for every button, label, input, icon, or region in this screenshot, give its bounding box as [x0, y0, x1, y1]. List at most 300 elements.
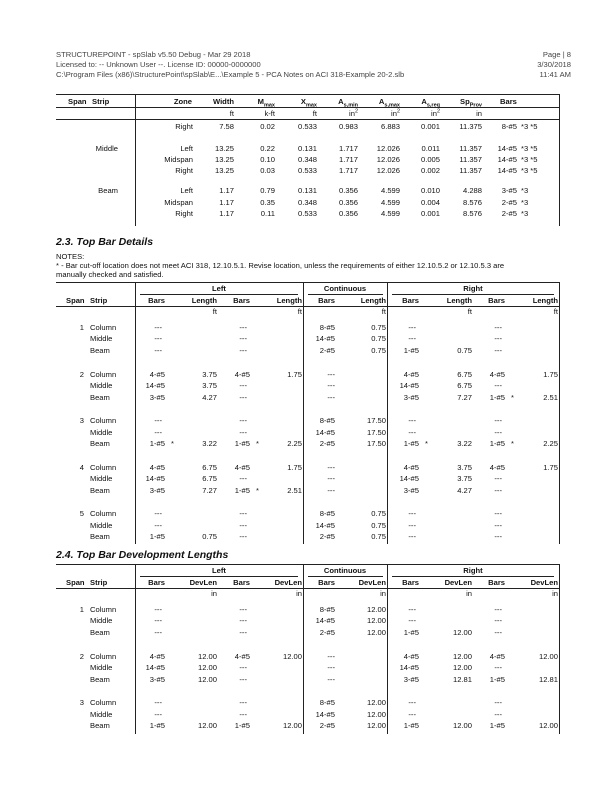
strip-name: Column [90, 509, 117, 518]
table-cell: Midspan [164, 155, 193, 164]
table-cell: 12.00 [538, 652, 558, 661]
table-cell: 0.79 [260, 186, 275, 195]
table-cell: 1-#5 [403, 628, 419, 637]
table-cell: 1.717 [338, 144, 358, 153]
table-cell: 1.717 [338, 166, 358, 175]
strip-name: Beam [90, 532, 110, 541]
table-cell: 1-#5 [489, 675, 505, 684]
col-header: Strip [90, 578, 108, 587]
table-cell: 0.03 [260, 166, 275, 175]
table-cell: 3.22 [457, 439, 472, 448]
table-cell: 3.75 [202, 370, 217, 379]
col-header: Span [66, 296, 85, 305]
table-cell: --- [494, 428, 502, 437]
col-header: Span [66, 578, 85, 587]
table-cell: 12.00 [197, 675, 217, 684]
table-cell: 12.00 [366, 710, 386, 719]
divider [135, 282, 136, 544]
unit-label: in [466, 589, 472, 598]
table-cell: --- [327, 474, 335, 483]
table-cell: 7.27 [202, 486, 217, 495]
cutoff-warning-marker: * [256, 439, 259, 448]
table-cell: 3-#5 [501, 186, 517, 195]
table-cell: --- [408, 710, 416, 719]
table-cell: 12.00 [366, 605, 386, 614]
divider [387, 564, 388, 734]
table-cell: 14-#5 [315, 428, 335, 437]
table-cell: 11.375 [459, 122, 482, 131]
table-cell: 14-#5 [145, 663, 165, 672]
table-cell: 4-#5 [403, 463, 419, 472]
table-cell: 0.356 [338, 186, 358, 195]
col-header: Bars [148, 296, 165, 305]
table-cell: 12.00 [197, 663, 217, 672]
table-cell: 1.75 [543, 463, 558, 472]
table-cell: 13.25 [214, 166, 234, 175]
table-cell: Right [175, 166, 193, 175]
table-cell: 12.00 [452, 652, 472, 661]
divider [56, 282, 559, 283]
table-cell: 4-#5 [489, 370, 505, 379]
group-continuous: Continuous [323, 284, 367, 293]
table-cell: --- [408, 616, 416, 625]
table-cell: --- [494, 323, 502, 332]
table-cell: --- [239, 663, 247, 672]
table-cell: --- [494, 509, 502, 518]
table-cell: --- [494, 416, 502, 425]
col-header-9: $Sp_{Prov}$ [460, 97, 482, 109]
table-cell: 8.576 [462, 198, 482, 207]
table-cell: 0.356 [338, 198, 358, 207]
col-header-strip: Strip [92, 97, 110, 106]
table-cell: *3 *5 [521, 166, 538, 175]
strip-name: Beam [90, 675, 110, 684]
divider [140, 576, 298, 577]
table-cell: --- [494, 474, 502, 483]
table-cell: 1-#5 [234, 439, 250, 448]
table-cell: 0.131 [297, 144, 317, 153]
table-cell: 11.357 [459, 144, 482, 153]
cutoff-warning-marker: * [511, 439, 514, 448]
table-cell: 4.599 [380, 198, 400, 207]
table-cell: Beam [98, 186, 118, 195]
col-header: Length [360, 296, 386, 305]
table-cell: 6.75 [202, 474, 217, 483]
table-cell: 3-#5 [149, 675, 165, 684]
table-cell: 0.75 [457, 346, 472, 355]
table-cell: 12.00 [538, 721, 558, 730]
table-cell: --- [239, 323, 247, 332]
table-cell: 1-#5 [403, 346, 419, 355]
table-cell: 14-#5 [497, 166, 517, 175]
table-cell: 1-#5 [489, 439, 505, 448]
table-cell: 0.10 [260, 155, 275, 164]
col-header: Bars [233, 296, 250, 305]
divider [387, 282, 388, 544]
unit-label: ft [212, 307, 217, 316]
cutoff-warning-marker: * [256, 486, 259, 495]
table-cell: --- [239, 381, 247, 390]
col-header: Bars [233, 578, 250, 587]
table-cell: 0.533 [297, 209, 317, 218]
table-cell: 0.75 [371, 334, 386, 343]
table-cell: --- [494, 334, 502, 343]
table-cell: --- [408, 509, 416, 518]
table-cell: 1-#5 [149, 532, 165, 541]
table-cell: 8-#5 [501, 122, 517, 131]
section-2-3-title: 2.3. Top Bar Details [56, 236, 154, 248]
table-cell: 12.026 [376, 166, 400, 175]
table-cell: 8-#5 [319, 416, 335, 425]
table-cell: 3.75 [457, 463, 472, 472]
table-cell: 4-#5 [489, 652, 505, 661]
table-cell: *3 *5 [521, 144, 538, 153]
strip-name: Middle [90, 474, 113, 483]
strip-name: Column [90, 463, 117, 472]
table-cell: 11.357 [459, 155, 482, 164]
table-cell: 0.533 [297, 122, 317, 131]
table-cell: --- [408, 428, 416, 437]
header-line-1: STRUCTUREPOINT - spSlab v5.50 Debug - Mar 29 2018 [56, 50, 251, 59]
page-number: Page | 8 [542, 50, 571, 59]
table-cell: 2-#5 [319, 532, 335, 541]
divider [308, 294, 383, 295]
divider [308, 576, 383, 577]
table-cell: 12.00 [366, 628, 386, 637]
table-cell: 2-#5 [319, 628, 335, 637]
strip-name: Beam [90, 346, 110, 355]
table-cell: --- [494, 486, 502, 495]
table-cell: --- [494, 605, 502, 614]
col-header: Bars [318, 296, 335, 305]
table-cell: --- [408, 532, 416, 541]
table-cell: --- [154, 616, 162, 625]
cutoff-warning-marker: * [171, 439, 174, 448]
table-cell: 12.00 [282, 652, 302, 661]
span-number: 2 [79, 370, 84, 379]
strip-name: Column [90, 698, 117, 707]
table-cell: 12.00 [452, 721, 472, 730]
table-cell: 0.75 [371, 346, 386, 355]
table-cell: 14-#5 [315, 521, 335, 530]
table-cell: --- [494, 710, 502, 719]
table-cell: 0.22 [260, 144, 275, 153]
table-cell: Left [180, 186, 193, 195]
table-cell: --- [154, 710, 162, 719]
divider [303, 282, 304, 544]
span-number: 3 [79, 698, 84, 707]
span-number: 1 [79, 323, 84, 332]
table-cell: 12.00 [282, 721, 302, 730]
table-cell: 0.001 [420, 209, 440, 218]
col-header-8: $A_{s,req}$ [421, 97, 440, 109]
strip-name: Column [90, 605, 117, 614]
table-cell: 12.026 [376, 144, 400, 153]
table-cell: --- [494, 663, 502, 672]
table-cell: 8-#5 [319, 509, 335, 518]
strip-name: Beam [90, 721, 110, 730]
table-cell: --- [494, 532, 502, 541]
strip-name: Column [90, 416, 117, 425]
table-cell: 14-#5 [145, 381, 165, 390]
table-cell: 13.25 [214, 144, 234, 153]
col-header-width: Width [212, 97, 234, 106]
table-cell: 2.51 [543, 393, 558, 402]
table-cell: 12.81 [452, 675, 472, 684]
divider [56, 119, 559, 120]
table-cell: 0.004 [420, 198, 440, 207]
table-cell: --- [494, 346, 502, 355]
table-cell: 14-#5 [315, 710, 335, 719]
table-cell: 7.58 [219, 122, 234, 131]
table-cell: --- [154, 323, 162, 332]
group-left: Left [212, 566, 226, 575]
table-cell: 0.002 [420, 166, 440, 175]
table-cell: --- [154, 698, 162, 707]
table-cell: --- [327, 370, 335, 379]
table-cell: 8.576 [462, 209, 482, 218]
table-cell: 2-#5 [319, 346, 335, 355]
table-cell: --- [154, 521, 162, 530]
unit-label: ft [381, 307, 386, 316]
table-cell: 12.00 [366, 698, 386, 707]
table-cell: --- [239, 710, 247, 719]
unit-label: $in^2$ [349, 108, 358, 118]
strip-name: Middle [90, 663, 113, 672]
table-cell: --- [494, 698, 502, 707]
unit-label: $in^2$ [391, 108, 400, 118]
table-cell: 0.001 [420, 122, 440, 131]
table-cell: 3-#5 [149, 393, 165, 402]
divider [56, 94, 559, 95]
table-cell: 1-#5 [234, 486, 250, 495]
table-cell: 1-#5 [403, 439, 419, 448]
table-cell: 0.011 [421, 144, 440, 153]
table-cell: 0.533 [297, 166, 317, 175]
table-cell: 4-#5 [149, 370, 165, 379]
table-cell: 2.25 [543, 439, 558, 448]
table-cell: --- [239, 521, 247, 530]
table-cell: --- [494, 616, 502, 625]
table-cell: --- [327, 463, 335, 472]
table-cell: 12.00 [366, 721, 386, 730]
strip-name: Middle [90, 616, 113, 625]
table-cell: 0.356 [338, 209, 358, 218]
table-cell: --- [408, 698, 416, 707]
table-cell: Midspan [164, 198, 193, 207]
table-cell: 1-#5 [149, 721, 165, 730]
table-cell: 12.00 [197, 721, 217, 730]
table-cell: --- [239, 698, 247, 707]
col-header-span: Span [68, 97, 87, 106]
strip-name: Beam [90, 439, 110, 448]
table-cell: 1-#5 [149, 439, 165, 448]
col-header: DevLen [530, 578, 558, 587]
col-header: DevLen [358, 578, 386, 587]
header-time: 11:41 AM [539, 70, 571, 79]
table-cell: --- [239, 509, 247, 518]
strip-name: Column [90, 323, 117, 332]
table-cell: --- [408, 323, 416, 332]
table-cell: 13.25 [214, 155, 234, 164]
table-cell: --- [327, 663, 335, 672]
table-cell: 6.75 [457, 381, 472, 390]
span-number: 3 [79, 416, 84, 425]
unit-label: in [211, 589, 217, 598]
table-cell: Right [175, 122, 193, 131]
table-cell: 4-#5 [234, 370, 250, 379]
table-cell: 12.00 [452, 663, 472, 672]
table-cell: 0.131 [297, 186, 317, 195]
table-cell: Middle [95, 144, 118, 153]
table-cell: 3-#5 [403, 393, 419, 402]
span-number: 5 [79, 509, 84, 518]
strip-name: Column [90, 370, 117, 379]
table-cell: 14-#5 [315, 334, 335, 343]
table-cell: 17.50 [366, 416, 386, 425]
table-cell: 12.00 [366, 616, 386, 625]
table-cell: --- [154, 416, 162, 425]
table-cell: 7.27 [457, 393, 472, 402]
table-cell: 1.75 [287, 463, 302, 472]
header-date: 3/30/2018 [537, 60, 571, 69]
table-cell: 12.00 [452, 628, 472, 637]
span-number: 2 [79, 652, 84, 661]
table-cell: --- [239, 334, 247, 343]
table-cell: --- [239, 474, 247, 483]
table-cell: 4-#5 [149, 652, 165, 661]
unit-label: ft [467, 307, 472, 316]
note-line-2: manually checked and satisfied. [56, 270, 164, 279]
table-cell: --- [239, 532, 247, 541]
table-cell: --- [239, 346, 247, 355]
col-header-6: $A_{s,min}$ [338, 97, 358, 109]
table-cell: 2-#5 [501, 198, 517, 207]
table-cell: 14-#5 [315, 616, 335, 625]
col-header: DevLen [189, 578, 217, 587]
table-cell: 0.75 [371, 532, 386, 541]
table-cell: --- [239, 428, 247, 437]
table-cell: 17.50 [366, 439, 386, 448]
unit-label: ft [229, 109, 234, 118]
table-cell: 17.50 [366, 428, 386, 437]
table-cell: 6.883 [380, 122, 400, 131]
cutoff-warning-marker: * [511, 393, 514, 402]
col-header: Bars [488, 296, 505, 305]
table-cell: 6.75 [202, 463, 217, 472]
table-cell: 1.717 [338, 155, 358, 164]
table-cell: 0.35 [260, 198, 275, 207]
table-cell: 14-#5 [399, 474, 419, 483]
table-cell: 1-#5 [489, 721, 505, 730]
table-cell: *3 [521, 186, 529, 195]
col-header-zone: Zone [173, 97, 192, 106]
strip-name: Middle [90, 428, 113, 437]
table-cell: 8-#5 [319, 323, 335, 332]
span-number: 1 [79, 605, 84, 614]
table-cell: 8-#5 [319, 605, 335, 614]
header-line-2: Licensed to: -- Unknown User --. License ID: 00000-0000000 [56, 60, 261, 69]
table-cell: --- [239, 675, 247, 684]
group-right: Right [463, 566, 483, 575]
table-cell: 3.75 [202, 381, 217, 390]
table-cell: 2.25 [287, 439, 302, 448]
col-header: Length [446, 296, 472, 305]
divider [135, 564, 136, 734]
table-cell: 4.27 [202, 393, 217, 402]
unit-label: in [380, 589, 386, 598]
table-cell: 14-#5 [497, 155, 517, 164]
table-cell: 2-#5 [501, 209, 517, 218]
divider [303, 564, 304, 734]
divider [392, 294, 554, 295]
note-line-1: * - Bar cut-off location does not meet ACI 318, 12.10.5.1. Revise location, unless the requirements of either 12.10.5.2 or 12.10.5.3 are [56, 261, 505, 270]
divider [559, 282, 560, 544]
table-cell: 11.357 [459, 166, 482, 175]
divider [140, 294, 298, 295]
group-continuous: Continuous [323, 566, 367, 575]
table-cell: --- [494, 521, 502, 530]
table-cell: 3-#5 [149, 486, 165, 495]
table-cell: 0.75 [371, 323, 386, 332]
col-header-5: $X_{max}$ [300, 97, 317, 109]
table-cell: 0.11 [260, 209, 275, 218]
unit-label: ft [297, 307, 302, 316]
group-right: Right [463, 284, 483, 293]
table-cell: --- [239, 605, 247, 614]
table-cell: --- [154, 605, 162, 614]
table-cell: 0.348 [297, 155, 317, 164]
table-cell: --- [408, 334, 416, 343]
table-cell: --- [327, 486, 335, 495]
table-cell: 4.27 [457, 486, 472, 495]
table-cell: 1-#5 [403, 721, 419, 730]
strip-name: Beam [90, 486, 110, 495]
col-header: Length [276, 296, 302, 305]
table-cell: 4-#5 [149, 463, 165, 472]
unit-label: k-ft [264, 109, 275, 118]
span-number: 4 [79, 463, 84, 472]
table-cell: 0.75 [371, 521, 386, 530]
col-header: Bars [402, 578, 419, 587]
table-cell: 3-#5 [403, 486, 419, 495]
table-cell: 0.02 [260, 122, 275, 131]
unit-label: $in^2$ [431, 108, 440, 118]
table-cell: 0.983 [338, 122, 358, 131]
strip-name: Column [90, 652, 117, 661]
col-header: Length [532, 296, 558, 305]
table-cell: 12.00 [197, 652, 217, 661]
table-cell: 4-#5 [403, 370, 419, 379]
table-cell: Right [175, 209, 193, 218]
table-cell: --- [239, 616, 247, 625]
table-cell: 1-#5 [234, 721, 250, 730]
table-cell: --- [408, 605, 416, 614]
table-cell: --- [154, 628, 162, 637]
table-cell: *3 [521, 209, 529, 218]
col-header-7: $A_{s,max}$ [378, 97, 400, 109]
unit-label: in [552, 589, 558, 598]
table-cell: 1.17 [219, 186, 234, 195]
table-cell: --- [408, 416, 416, 425]
table-cell: 4-#5 [234, 652, 250, 661]
table-cell: Left [180, 144, 193, 153]
table-cell: 1.17 [219, 198, 234, 207]
table-cell: --- [154, 346, 162, 355]
cutoff-warning-marker: * [425, 439, 428, 448]
table-cell: 3-#5 [403, 675, 419, 684]
table-cell: 4-#5 [489, 463, 505, 472]
